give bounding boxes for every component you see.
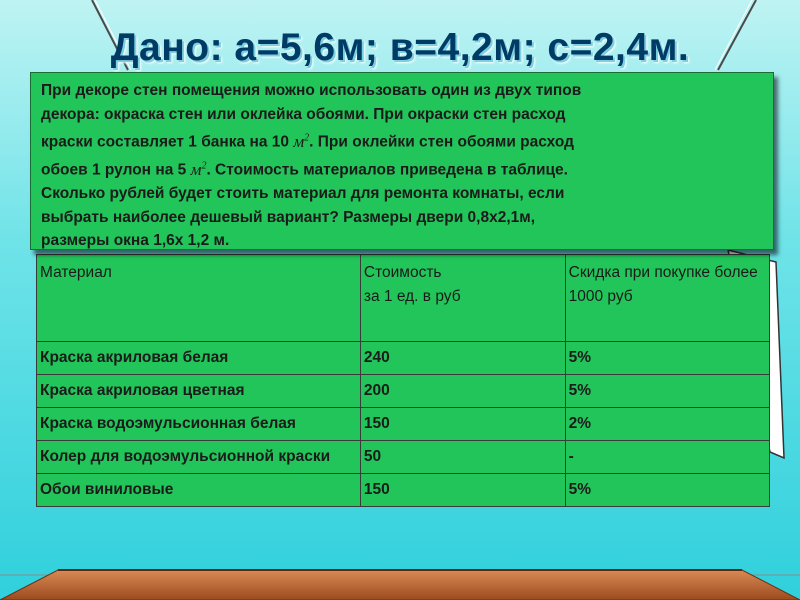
cell-material: Краска акриловая белая	[37, 342, 361, 375]
materials-table	[36, 254, 770, 507]
header-discount: Скидка при покупке более 1000 руб	[565, 255, 769, 342]
cell-discount: -	[565, 441, 769, 474]
cell-material: Обои виниловые	[37, 474, 361, 507]
unit-square-meter: $м^2$	[190, 159, 207, 179]
table-row	[37, 408, 770, 441]
floor	[0, 570, 800, 600]
cell-cost: 50	[360, 441, 565, 474]
cell-cost: 200	[360, 375, 565, 408]
problem-line: Сколько рублей будет стоить материал для ремонта комнаты, если	[41, 185, 565, 203]
cell-cost: 150	[360, 408, 565, 441]
problem-line: При декоре стен помещения можно использовать один из двух типов	[41, 82, 582, 99]
table-row	[37, 441, 770, 474]
cell-discount: 5%	[565, 474, 769, 507]
table-row	[37, 375, 770, 408]
problem-line: выбрать наиболее дешевый вариант? Размеры двери 0,8х2,1м,	[41, 208, 536, 226]
problem-line: декора: окраска стен или оклейка обоями. При окраски стен расход	[41, 105, 566, 123]
table-row	[37, 474, 770, 507]
problem-statement	[30, 72, 774, 250]
table-header-row	[37, 255, 770, 342]
header-material: Материал	[37, 255, 361, 342]
problem-line: обоев 1 рулон на 5 $м^2$. Стоимость материалов приведена в таблице.	[41, 159, 568, 179]
unit-square-meter: $м^2$	[293, 131, 310, 151]
page-title: Дано: а=5,6м; в=4,2м; с=2,4м.	[110, 26, 690, 69]
cell-cost: 150	[360, 474, 565, 507]
cell-material: Краска водоэмульсионная белая	[37, 408, 361, 441]
cell-material: Краска акриловая цветная	[37, 375, 361, 408]
cell-discount: 2%	[565, 408, 769, 441]
problem-line: размеры окна 1,6х 1,2 м.	[41, 232, 230, 250]
problem-line: краски составляет 1 банка на 10 $м^2$. При оклейки стен обоями расход	[41, 131, 575, 151]
cell-cost: 240	[360, 342, 565, 375]
cell-material: Колер для водоэмульсионной краски	[37, 441, 361, 474]
header-cost: Стоимость за 1 ед. в руб	[360, 255, 565, 342]
table-row	[37, 342, 770, 375]
cell-discount: 5%	[565, 375, 769, 408]
cell-discount: 5%	[565, 342, 769, 375]
